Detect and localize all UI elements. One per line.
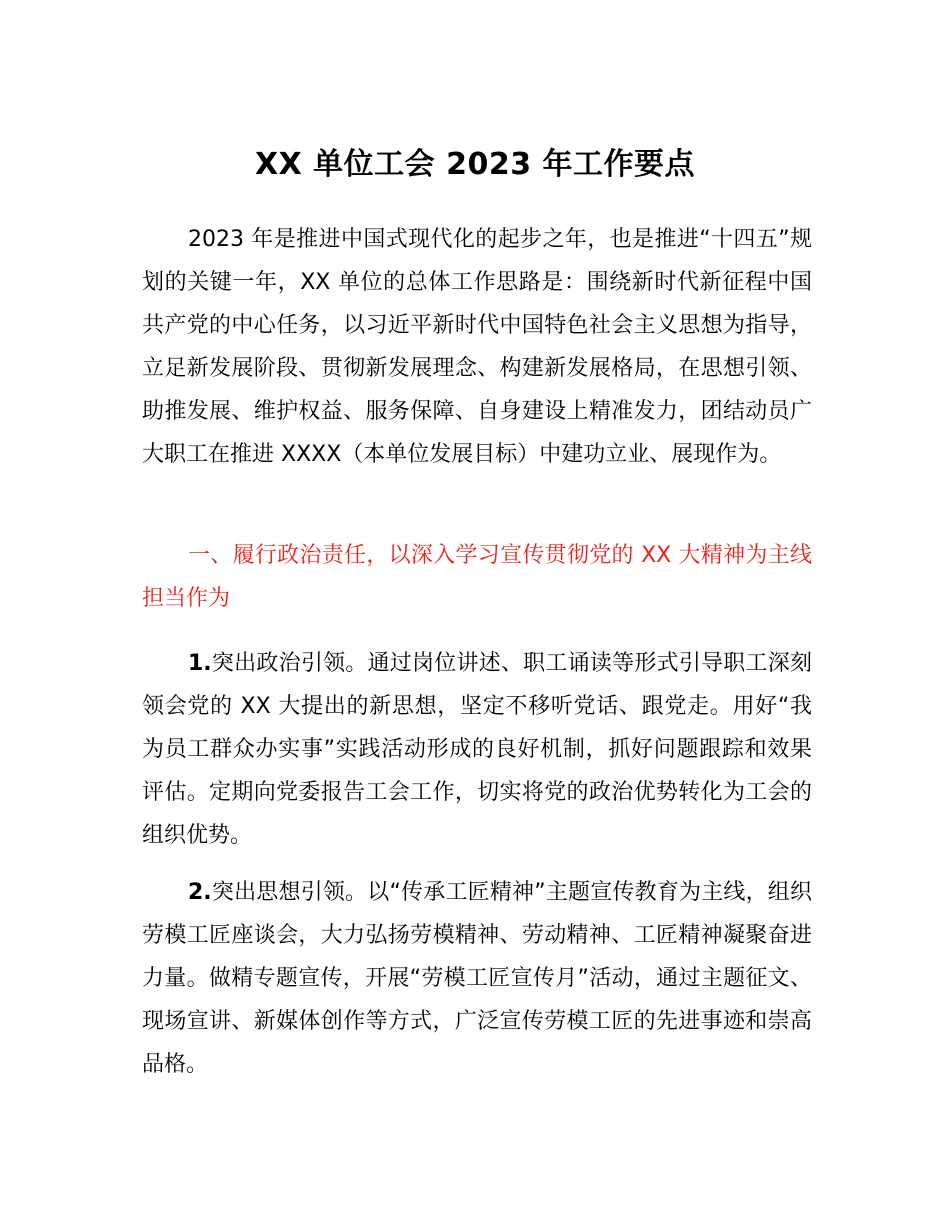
item-paragraph-1 [142,642,812,857]
item-number-2: 2. [188,880,212,905]
item-paragraph-2 [142,871,812,1086]
item-text-2: 突出思想引领。以“传承工匠精神”主题宣传教育为主线，组织劳模工匠座谈会，大力弘扬劳模精神、劳动精神、工匠精神凝聚奋进力量。做精专题宣传，开展“劳模工匠宣传月”活动，通过主题征文、现场宣讲、新媒体创作等方式，广泛宣传劳模工匠的先进事迹和崇高品格。 [142,880,812,1077]
section-heading: 一、履行政治责任，以深入学习宣传贯彻党的 XX 大精神为主线担当作为 [142,543,812,611]
document-title: XX 单位工会 2023 年工作要点 [254,147,696,182]
item-text-1: 突出政治引领。通过岗位讲述、职工诵读等形式引导职工深刻领会党的 XX 大提出的新思想，坚定不移听党话、跟党走。用好“我为员工群众办实事”实践活动形成的良好机制，抓好问题跟踪和效果评估。定期向党委报告工会工作，切实将党的政治优势转化为工会的组织优势。 [142,651,812,848]
intro-paragraph: 2023 年是推进中国式现代化的起步之年，也是推进“十四五”规划的关键一年，XX 单位的总体工作思路是：围绕新时代新征程中国共产党的中心任务，以习近平新时代中国特色社会主义思想为指导，立足新发展阶段、贯彻新发展理念、构建新发展格局，在思想引领、助推发展、维护权益、服务保障、自身建设上精准发力，团结动员广大职工在推进 XXXX（本单位发展目标）中建功立业、展现作为。 [142,227,812,467]
item-number-1: 1. [188,651,212,676]
